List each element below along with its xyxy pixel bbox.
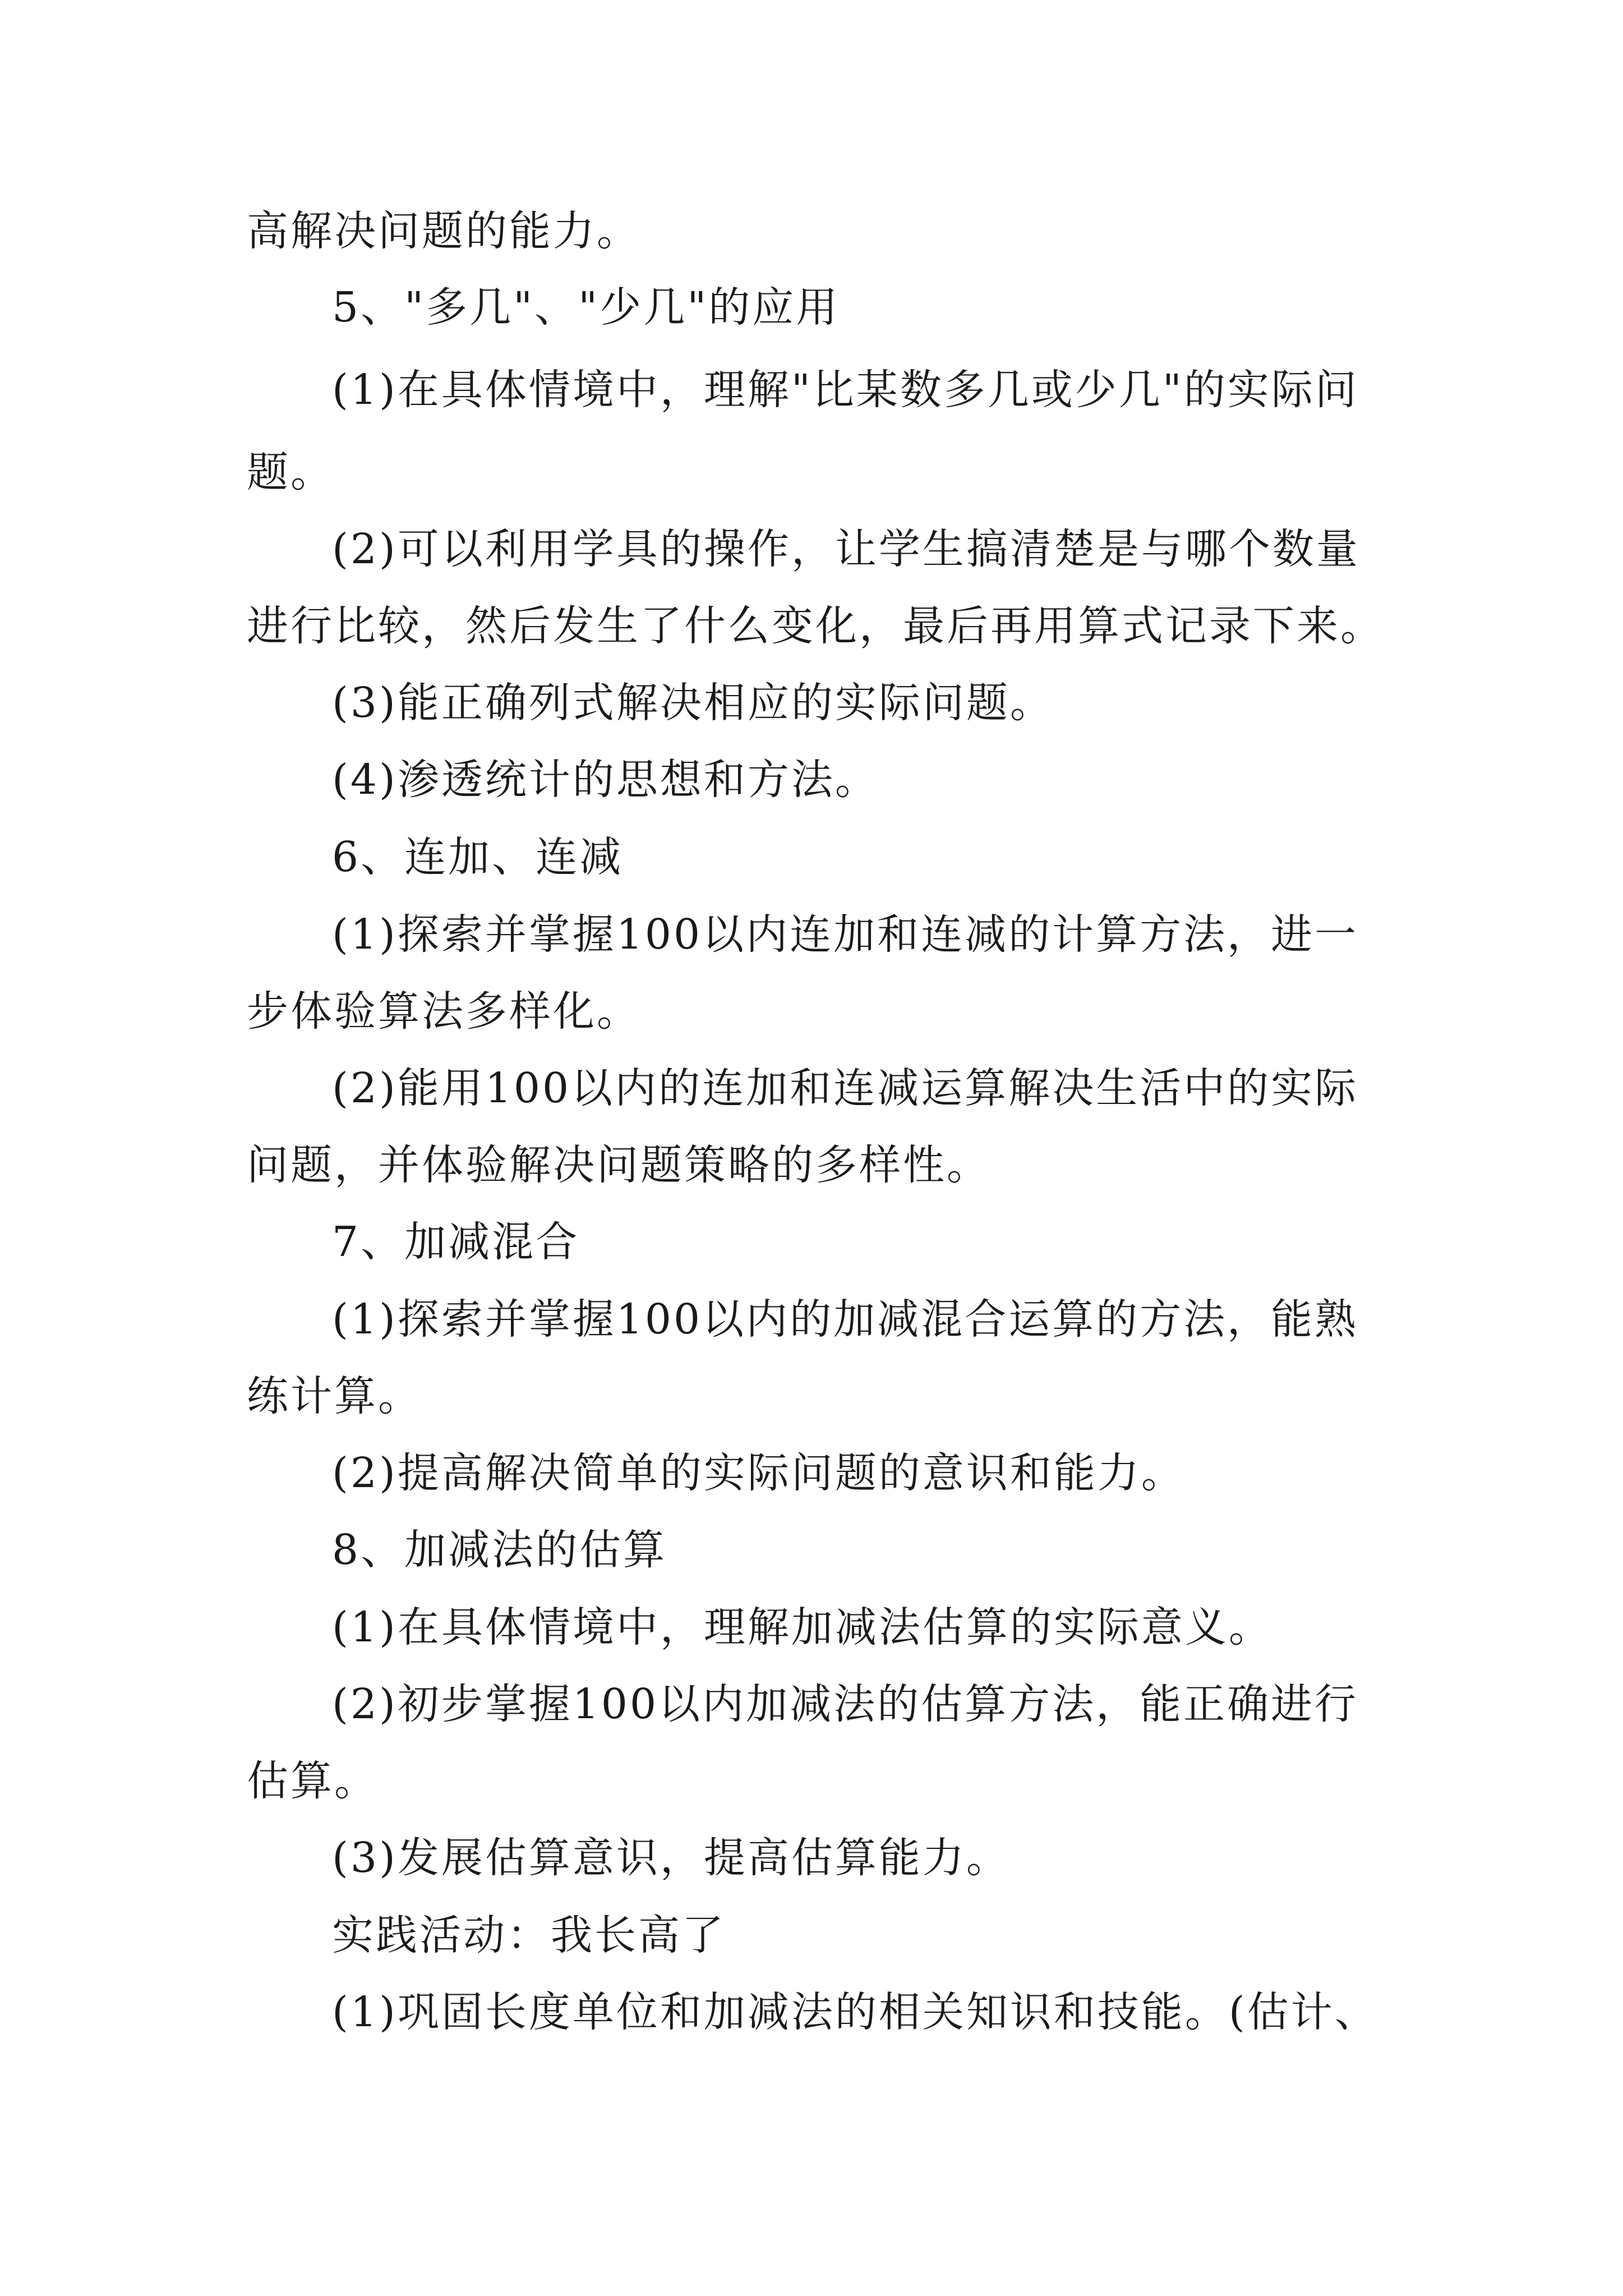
section-heading-7: 7、加减混合 xyxy=(332,1218,580,1266)
text-line-10: (1)探索并掌握100以内连加和连减的计算方法，进一 xyxy=(332,910,1359,959)
text-line-12: (2)能用100以内的连加和连减运算解决生活中的实际 xyxy=(332,1064,1359,1112)
text-line-8: (4)渗透统计的思想和方法。 xyxy=(332,756,879,804)
section-heading-practice: 实践活动：我长高了 xyxy=(332,1911,726,1959)
text-line-17: (2)提高解决简单的实际问题的意识和能力。 xyxy=(332,1449,1185,1497)
text-line-4: 题。 xyxy=(247,448,334,496)
text-line-19: (1)在具体情境中，理解加减法估算的实际意义。 xyxy=(332,1603,1272,1651)
text-line-24: (1)巩固长度单位和加减法的相关知识和技能。(估计、 xyxy=(332,1988,1378,2036)
text-line-21: 估算。 xyxy=(247,1757,378,1805)
text-line-5: (2)可以利用学具的操作，让学生搞清楚是与哪个数量 xyxy=(332,525,1360,573)
text-line-6: 进行比较，然后发生了什么变化，最后再用算式记录下来。 xyxy=(247,602,1384,650)
text-line-3: (1)在具体情境中，理解"比某数多几或少几"的实际问 xyxy=(332,366,1359,414)
text-line-20: (2)初步掌握100以内加减法的估算方法，能正确进行 xyxy=(332,1680,1359,1728)
text-line-15: (1)探索并掌握100以内的加减混合运算的方法，能熟 xyxy=(332,1295,1359,1343)
text-line-7: (3)能正确列式解决相应的实际问题。 xyxy=(332,679,1054,727)
section-heading-6: 6、连加、连减 xyxy=(332,833,624,881)
text-line-13: 问题，并体验解决问题策略的多样性。 xyxy=(247,1141,990,1189)
text-line-22: (3)发展估算意识，提高估算能力。 xyxy=(332,1834,1010,1882)
text-line-11: 步体验算法多样化。 xyxy=(247,987,640,1036)
text-line-16: 练计算。 xyxy=(247,1372,422,1420)
section-heading-8: 8、加减法的估算 xyxy=(332,1526,667,1574)
section-heading-5: 5、"多几"、"少几"的应用 xyxy=(332,283,840,332)
text-line-1: 高解决问题的能力。 xyxy=(247,207,640,255)
